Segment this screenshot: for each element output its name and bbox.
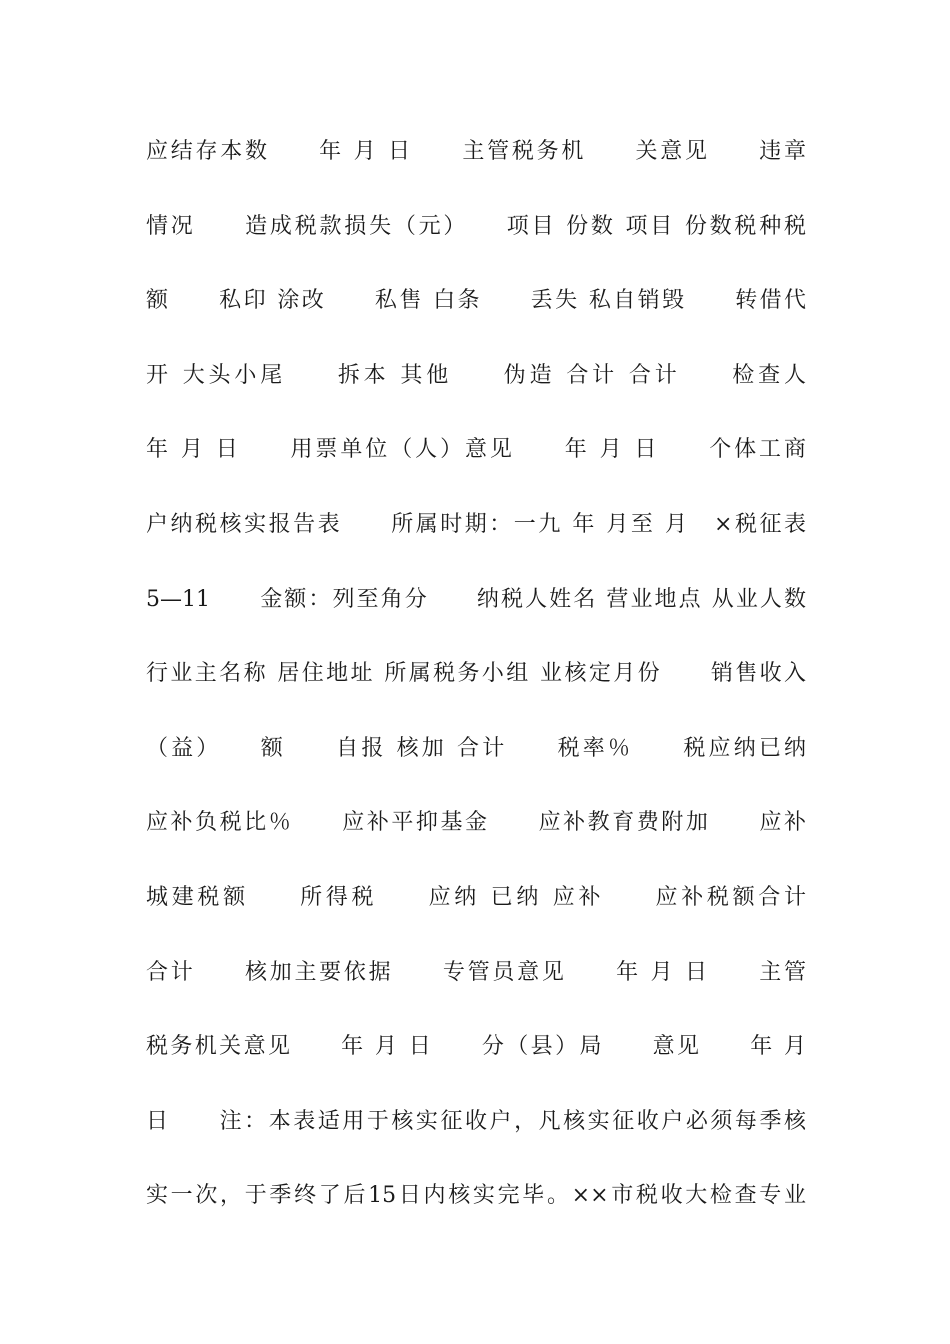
text-line: 5—11 金额：列至角分 纳税人姓名 营业地点 从业人数: [146, 586, 806, 612]
text-line: 额 私印 涂改 私售 白条 丢失 私自销毁 转借代: [146, 288, 806, 314]
text-line: 应补负税比％ 应补平抑基金 应补教育费附加 应补: [146, 810, 806, 836]
text-line: 日 注：本表适用于核实征收户，凡核实征收户必须每季核: [146, 1108, 806, 1134]
body-text: [146, 130, 806, 1249]
text-line: 情况 造成税款损失（元） 项目 份数 项目 份数税种税: [146, 213, 806, 239]
text-line: 合计 核加主要依据 专管员意见 年 月 日 主管: [146, 959, 806, 985]
text-line: （益） 额 自报 核加 合计 税率％ 税应纳已纳: [146, 735, 806, 761]
text-line: 行业主名称 居住地址 所属税务小组 业核定月份 销售收入: [146, 661, 806, 687]
text-line: 年 月 日 用票单位（人）意见 年 月 日 个体工商: [146, 437, 806, 463]
text-line: 户纳税核实报告表 所属时期：一九 年 月至 月 ×税征表: [146, 511, 806, 537]
text-line: 应结存本数 年 月 日 主管税务机 关意见 违章: [146, 139, 806, 164]
text-line: 税务机关意见 年 月 日 分（县）局 意见 年 月: [146, 1034, 806, 1060]
text-line: 实一次，于季终了后15日内核实完毕。××市税收大检查专业: [146, 1183, 806, 1209]
text-line: 开 大头小尾 拆本 其他 伪造 合计 合计 检查人: [146, 362, 806, 388]
text-line: 城建税额 所得税 应纳 已纳 应补 应补税额合计: [146, 884, 806, 910]
